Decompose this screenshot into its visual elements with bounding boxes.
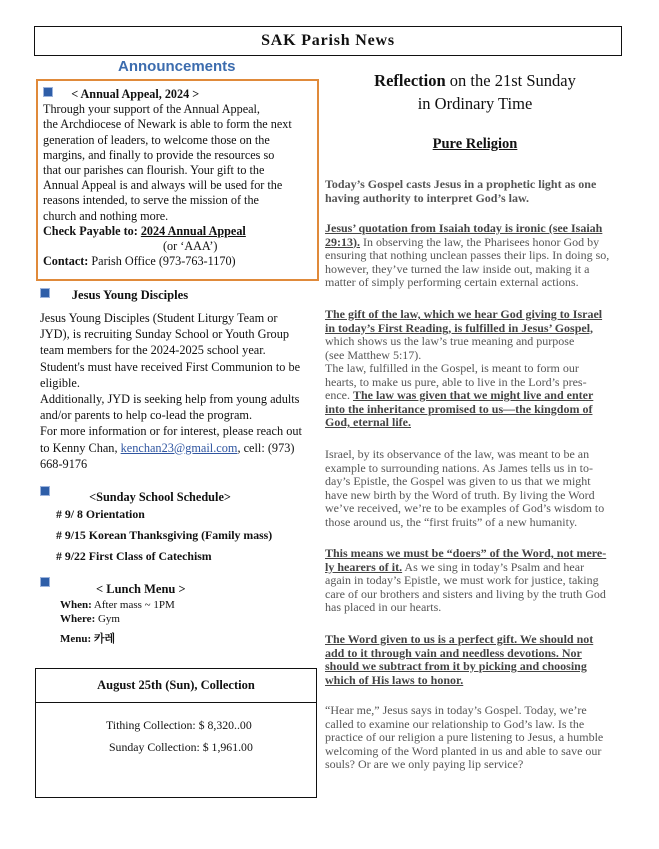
collection-box xyxy=(35,668,317,798)
appeal-contact xyxy=(43,254,312,269)
paragraph-6: The Word given to us is a perfect gift. We should not add to it through vain and needless devotions. Nor should we subtract from it by picking and choosing which of His laws to honor. xyxy=(325,632,594,687)
tithing-collection: Tithing Collection: $ 8,320..00 xyxy=(106,718,252,732)
when-value: After mass ~ 1PM xyxy=(91,599,175,611)
where-label: Where: xyxy=(60,613,96,625)
appeal-line: Annual Appeal is and always will be used for the xyxy=(43,178,283,193)
check-label: Check Payable to: xyxy=(43,223,141,238)
when-label: When: xyxy=(60,599,92,611)
lunch-when xyxy=(60,599,175,611)
lunch-title: < Lunch Menu > xyxy=(96,582,186,596)
schedule-item: # 9/ 8 Orientation xyxy=(56,507,145,521)
lunch-where xyxy=(60,613,120,625)
appeal-line: margins, and finally to provide the resources so xyxy=(43,147,275,162)
reflection-title xyxy=(330,69,620,115)
jyd-cell: , cell: (973) xyxy=(237,440,295,455)
where-value: Gym xyxy=(95,613,120,625)
reflection-title-bold: Reflection xyxy=(374,71,446,90)
jyd-line: team members for the 2024-2025 school year. xyxy=(40,343,266,358)
jyd-heading xyxy=(40,288,188,303)
paragraph-1: Today’s Gospel casts Jesus in a prophetic light as one having authority to interpret God’s law. xyxy=(325,177,597,205)
check-payable xyxy=(43,224,312,239)
schedule-item: # 9/22 First Class of Catechism xyxy=(56,549,212,563)
annual-appeal-box xyxy=(36,79,319,281)
article-heading: Pure Religion xyxy=(432,136,518,152)
appeal-line: that our parishes can flourish. Your gift to the xyxy=(43,163,265,178)
appeal-line: generation of leaders, to welcome those on the xyxy=(43,132,270,147)
appeal-line: reasons intended, to serve the mission of the xyxy=(43,193,259,208)
jyd-line: For more information or for interest, please reach out xyxy=(40,424,302,439)
sunday-collection: Sunday Collection: $ 1,961.00 xyxy=(109,740,253,754)
appeal-line: church and nothing more. xyxy=(43,208,169,223)
jyd-line: Student's must have received First Communion to be xyxy=(40,359,301,374)
bullet-icon xyxy=(40,575,50,593)
check-value: 2024 Annual Appeal xyxy=(140,223,246,238)
masthead: SAK Parish News xyxy=(34,26,622,56)
contact-label: Contact: xyxy=(43,254,89,269)
appeal-line: Through your support of the Annual Appeal, xyxy=(43,102,260,117)
announcements-title: Announcements xyxy=(118,58,236,75)
jyd-line: and/or parents to help co-lead the program. xyxy=(40,408,253,423)
lunch-menu xyxy=(60,630,115,646)
jyd-line: Additionally, JYD is seeking help from young adults xyxy=(40,392,300,407)
appeal-line: the Archdiocese of Newark is able to form the next xyxy=(43,117,292,132)
paragraph-3: The gift of the law, which we hear God giving to Israel in today’s First Reading, is fulfilled in Jesus’ Gospel, which shows us the law’s true meaning and purpose (see Matthew 5:17). The law, fulfilled in the Gospel, is meant to form our hearts, to make us pure, able to live in the Lord’s pres- ence. The law was given that we might live and enter into the inheritance promised to us—the kingdom of God, eternal life. xyxy=(325,307,603,429)
reflection-title-line2: in Ordinary Time xyxy=(417,94,533,113)
appeal-title: < Annual Appeal, 2024 > xyxy=(71,87,200,101)
jyd-line: Jesus Young Disciples (Student Liturgy Team or xyxy=(40,311,278,325)
paragraph-7: “Hear me,” Jesus says in today’s Gospel. Today, we’re called to examine our relationship to God’s law. Is the practice of our religion a pure listening to Jesus, a humble welcoming of the Word planted in us and able to save our souls? Or are we only paying lip service? xyxy=(325,703,604,771)
jyd-body xyxy=(40,310,324,472)
sunday-school-title: <Sunday School Schedule> xyxy=(89,490,231,504)
paragraph-2: Jesus’ quotation from Isaiah today is ironic (see Isaiah 29:13). In observing the law, the Pharisees honor God by ensuring that nothing unclean passes their lips. In doing so, however, they’ve turned the law inside out, making it a matter of simply performing certain external actions. xyxy=(325,221,610,289)
reflection-title-rest: on the 21st Sunday xyxy=(445,71,576,90)
paragraph-4: Israel, by its observance of the law, was meant to be an example to surrounding nations. As James tells us in to- day’s Epistle, the Gospel was given to us that we might have new birth by the Word of truth. By living the Word we’ve received, we’re to be examples of God’s wisdom to those around us, the “first fruits” of a new humanity. xyxy=(325,447,605,529)
jyd-line: eligible. xyxy=(40,375,80,390)
bullet-icon xyxy=(40,288,50,298)
contact-value: Parish Office (973-763-1170) xyxy=(88,254,236,269)
schedule-item: # 9/15 Korean Thanksgiving (Family mass) xyxy=(56,528,273,542)
jyd-cell-end: 668-9176 xyxy=(40,456,88,471)
collection-title: August 25th (Sun), Collection xyxy=(36,669,316,703)
menu-label: Menu: xyxy=(60,633,92,645)
paragraph-5: This means we must be “doers” of the Word, not mere- ly hearers of it. As we sing in today’s Psalm and hear again in today’s Epistle, we must work for justice, taking care of our brothers and sisters and living by the truth God has placed in our hearts. xyxy=(325,546,607,614)
jyd-contact-prefix: to Kenny Chan, xyxy=(40,440,121,455)
check-alt: (or ‘AAA’) xyxy=(163,239,218,254)
menu-value: 카레 xyxy=(91,633,116,645)
jyd-contact-line xyxy=(40,440,324,456)
jyd-title: Jesus Young Disciples xyxy=(71,288,189,302)
bullet-icon xyxy=(43,87,53,97)
email-link[interactable]: kenchan23@gmail.com xyxy=(120,440,238,455)
jyd-line: JYD), is recruiting Sunday School or Youth Group xyxy=(40,327,290,342)
appeal-title-row xyxy=(43,87,312,102)
